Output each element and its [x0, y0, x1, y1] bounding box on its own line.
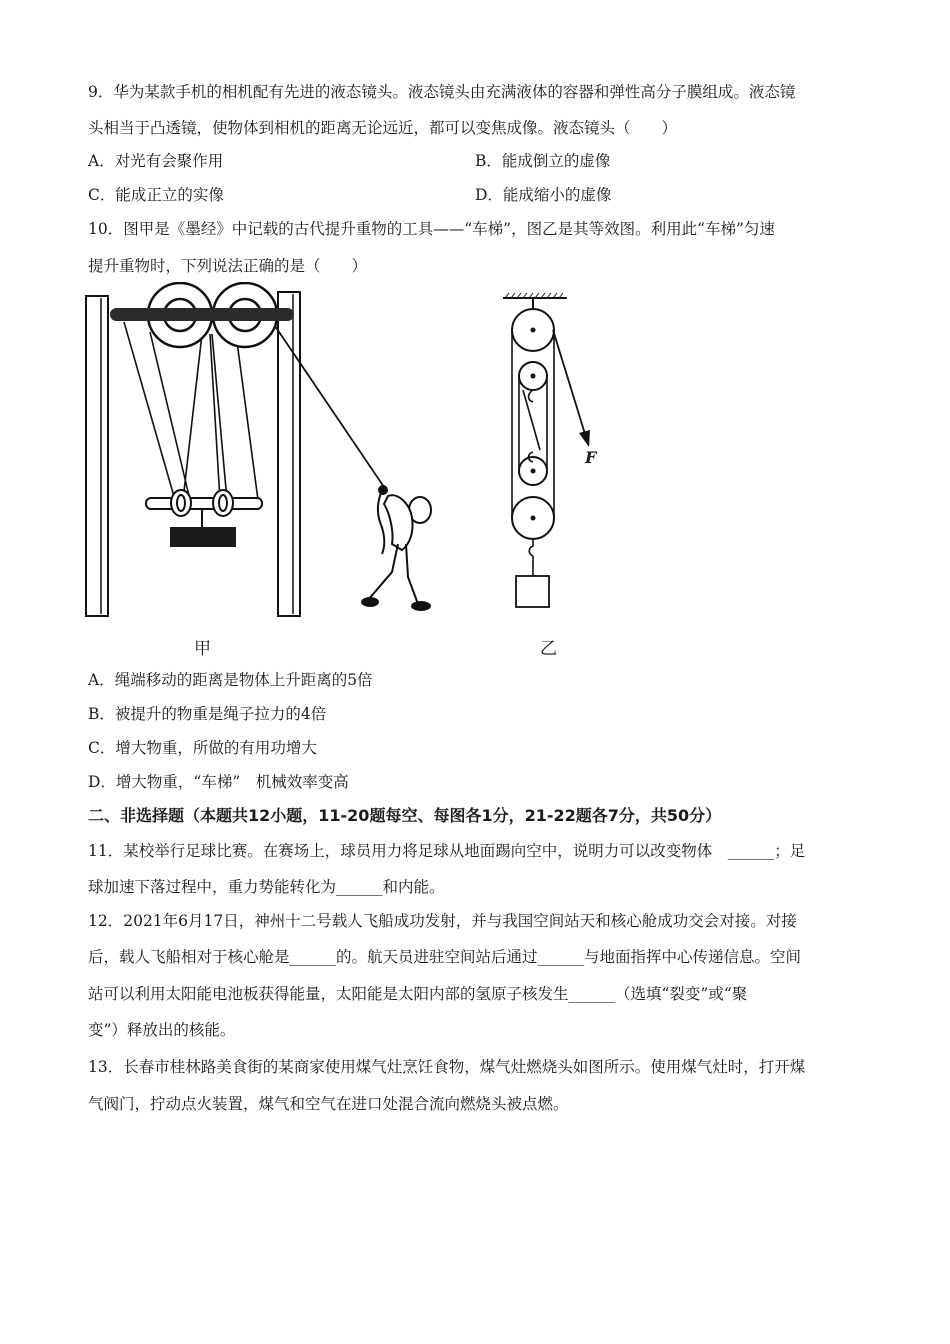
shoe-left — [361, 597, 379, 607]
q12-stem-line2: 后，载人飞船相对于核心舱是______的。航天员进驻空间站后通过______与地面指挥中心传递信息。空间 — [88, 948, 802, 966]
q9-stem-line2: 头相当于凸透镜，使物体到相机的距离无论远近，都可以变焦成像。液态镜头（ ） — [88, 119, 678, 137]
q11-stem-line2: 球加速下落过程中，重力势能转化为______和内能。 — [88, 878, 445, 896]
section-heading: 二、非选择题（本题共12小题，11-20题每空、每图各1分，21-22题各7分，共50分） — [88, 806, 722, 825]
q9-stem-line1: 9．华为某款手机的相机配有先进的液态镜头。液态镜头由充满液体的容器和弹性高分子膜组成。液态镜 — [88, 83, 796, 101]
pulley-ropes — [512, 330, 554, 518]
load-block — [516, 576, 549, 607]
figure-jia-che-ti — [80, 282, 440, 627]
q10-option-d: D．增大物重，“车梯” 机械效率变高 — [88, 773, 349, 791]
heavy-load — [170, 527, 236, 547]
left-post — [86, 296, 108, 616]
q10-stem-line2: 提升重物时，下列说法正确的是（ ） — [88, 257, 368, 275]
shoe-right — [411, 601, 431, 611]
lower-bar — [146, 498, 262, 509]
q10-option-a: A．绳端移动的距离是物体上升距离的5倍 — [88, 671, 373, 689]
q12-stem-line3: 站可以利用太阳能电池板获得能量，太阳能是太阳内部的氢原子核发生______（选填“裂变”或“聚 — [88, 985, 748, 1003]
right-post — [278, 292, 300, 616]
ropes — [124, 322, 258, 500]
q11-stem-line1: 11．某校举行足球比赛。在赛场上，球员用力将足球从地面踢向空中，说明力可以改变物体 ______；足 — [88, 842, 806, 860]
q12-stem-line4: 变”）释放出的核能。 — [88, 1021, 236, 1039]
force-label: F — [585, 448, 597, 467]
q9-option-b: B．能成倒立的虚像 — [475, 152, 611, 170]
q12-stem-line1: 12．2021年6月17日，神州十二号载人飞船成功发射，并与我国空间站天和核心舱成功交会对接。对接 — [88, 912, 797, 930]
person-figure — [368, 487, 431, 604]
q13-stem-line1: 13．长春市桂林路美食街的某商家使用煤气灶烹饪食物，煤气灶燃烧头如图所示。使用煤气灶时，打开煤 — [88, 1058, 806, 1076]
q10-option-b: B．被提升的物重是绳子拉力的4倍 — [88, 705, 327, 723]
hands — [378, 485, 388, 495]
force-line — [553, 330, 585, 434]
caption-jia: 甲 — [194, 639, 211, 659]
q13-stem-line2: 气阀门，拧动点火装置，煤气和空气在进口处混合流向燃烧头被点燃。 — [88, 1095, 569, 1113]
force-arrowhead — [579, 430, 590, 447]
caption-yi: 乙 — [540, 639, 557, 659]
q9-option-d: D．能成缩小的虚像 — [475, 186, 612, 204]
axle-bar — [110, 308, 294, 321]
q9-option-a: A．对光有会聚作用 — [88, 152, 224, 170]
q10-option-c: C．增大物重，所做的有用功增大 — [88, 739, 317, 757]
q9-option-c: C．能成正立的实像 — [88, 186, 224, 204]
q10-stem-line1: 10．图甲是《墨经》中记载的古代提升重物的工具——“车梯”，图乙是其等效图。利用此“车梯”匀速 — [88, 220, 775, 238]
